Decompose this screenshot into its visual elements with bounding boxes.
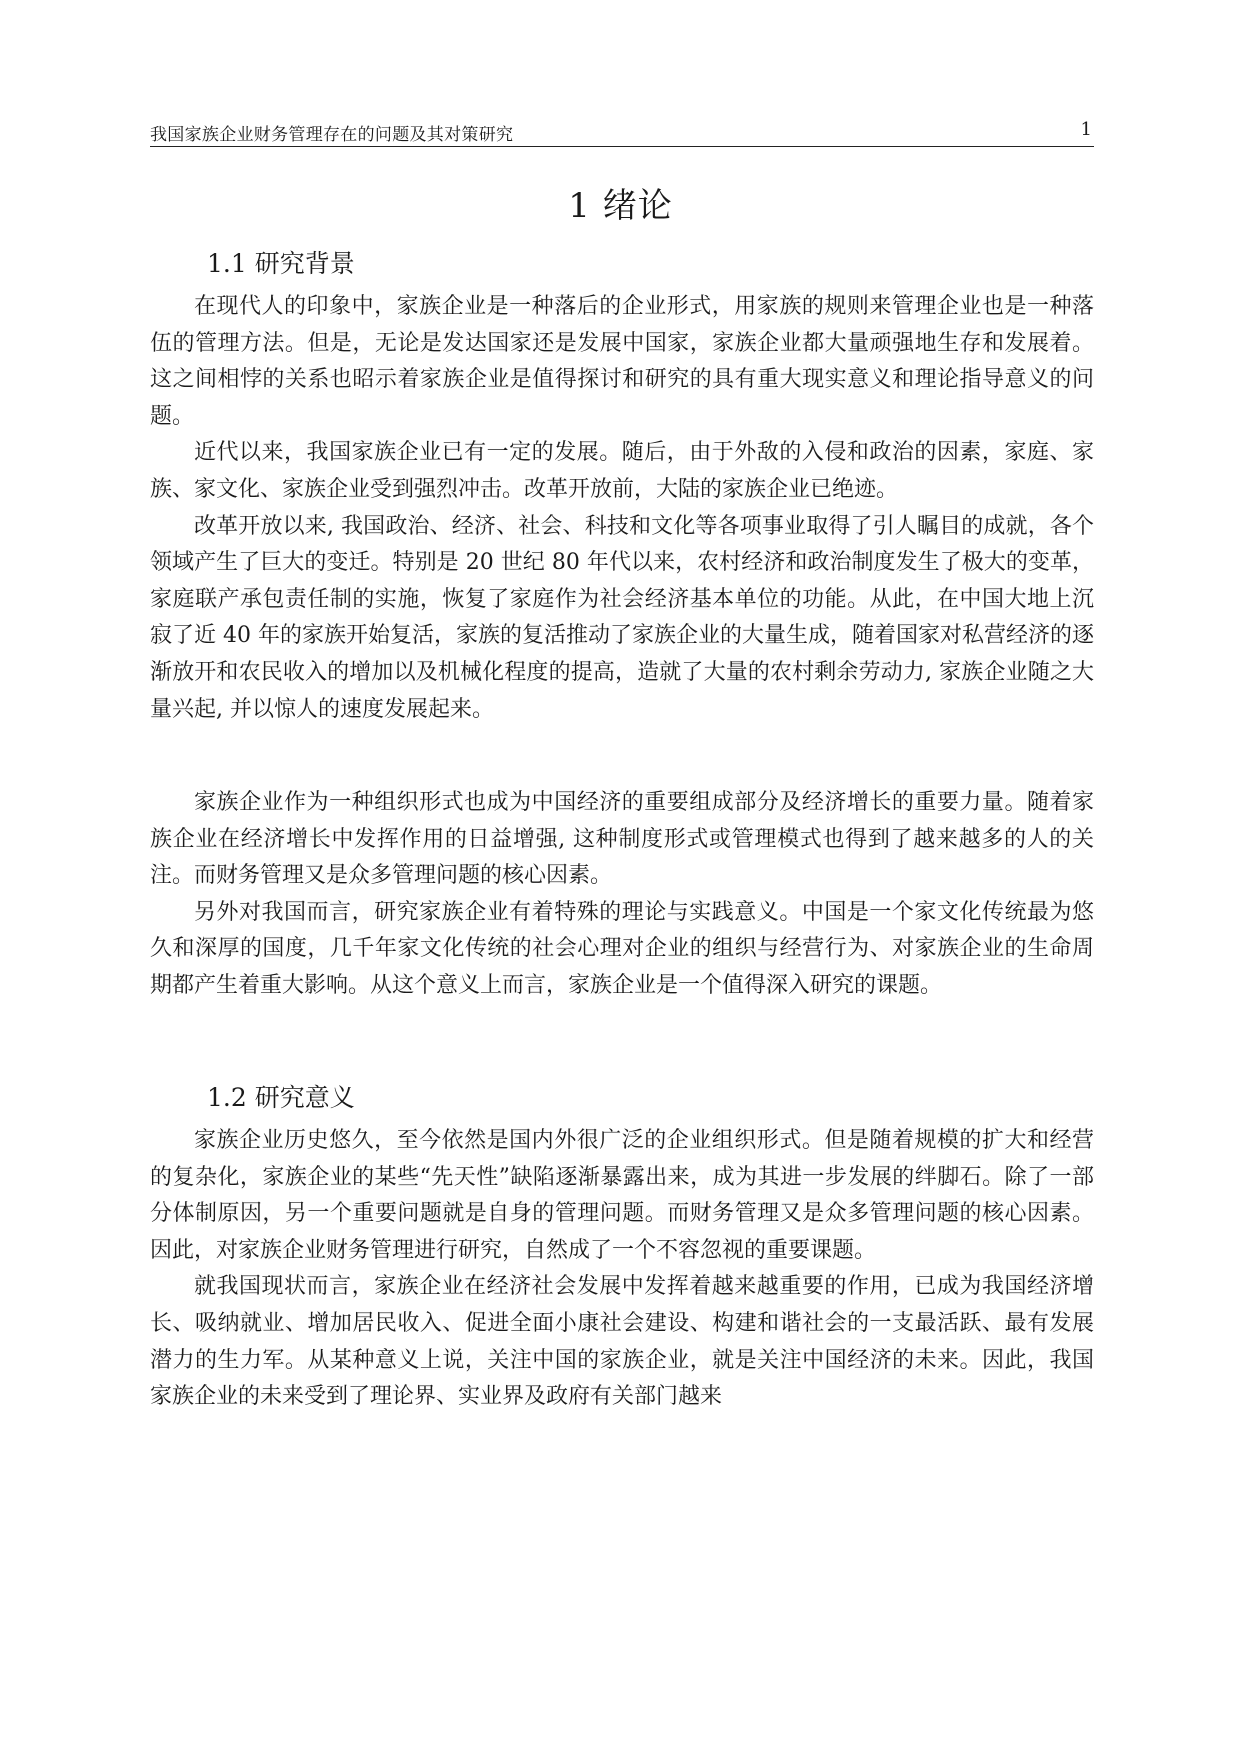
paragraph: 在现代人的印象中，家族企业是一种落后的企业形式，用家族的规则来管理企业也是一种落伍的管理方法。但是，无论是发达国家还是发展中国家，家族企业都大量顽强地生存和发展着。这之间相悖的关系也昭示着家族企业是值得探讨和研究的具有重大现实意义和理论指导意义的问题。	[150, 294, 1094, 429]
running-header	[150, 116, 1094, 147]
page-number: 1	[1080, 119, 1092, 140]
section-heading-significance: 1.2 研究意义	[207, 1083, 355, 1112]
paragraph: 另外对我国而言，研究家族企业有着特殊的理论与实践意义。中国是一个家文化传统最为悠久和深厚的国度，几千年家文化传统的社会心理对企业的组织与经营行为、对家族企业的生命周期都产生着重大影响。从这个意义上而言，家族企业是一个值得深入研究的课题。	[150, 899, 1094, 998]
paragraph: 近代以来，我国家族企业已有一定的发展。随后，由于外敌的入侵和政治的因素，家庭、家族、家文化、家族企业受到强烈冲击。改革开放前，大陆的家族企业已绝迹。	[150, 440, 1094, 502]
section-body-significance	[150, 1123, 1094, 1416]
section-heading-background: 1.1 研究背景	[207, 249, 355, 278]
chapter-title: 1 绪论	[568, 186, 673, 226]
section-body-background	[150, 289, 1094, 728]
paragraph: 家族企业作为一种组织形式也成为中国经济的重要组成部分及经济增长的重要力量。随着家族企业在经济增长中发挥作用的日益增强, 这种制度形式或管理模式也得到了越来越多的人的关注。而财务管理又是众多管理问题的核心因素。	[150, 790, 1094, 889]
section-body-background-continued	[150, 785, 1094, 1005]
paragraph: 家族企业历史悠久，至今依然是国内外很广泛的企业组织形式。但是随着规模的扩大和经营的复杂化，家族企业的某些“先天性”缺陷逐渐暴露出来，成为其进一步发展的绊脚石。除了一部分体制原因，另一个重要问题就是自身的管理问题。而财务管理又是众多管理问题的核心因素。因此，对家族企业财务管理进行研究，自然成了一个不容忽视的重要课题。	[150, 1128, 1094, 1263]
header-title: 我国家族企业财务管理存在的问题及其对策研究	[150, 125, 514, 145]
paragraph: 就我国现状而言，家族企业在经济社会发展中发挥着越来越重要的作用，已成为我国经济增长、吸纳就业、增加居民收入、促进全面小康社会建设、构建和谐社会的一支最活跃、最有发展潜力的生力军。从某种意义上说，关注中国的家族企业，就是关注中国经济的未来。因此，我国家族企业的未来受到了理论界、实业界及政府有关部门越来	[150, 1274, 1094, 1410]
paragraph: 改革开放以来, 我国政治、经济、社会、科技和文化等各项事业取得了引人瞩目的成就，各个领域产生了巨大的变迁。特别是 20 世纪 80 年代以来，农村经济和政治制度发生了极大的变革，家庭联产承包责任制的实施，恢复了家庭作为社会经济基本单位的功能。从此，在中国大地上沉寂了近 40 年的家族开始复活，家族的复活推动了家族企业的大量生成，随着国家对私营经济的逐渐放开和农民收入的增加以及机械化程度的提高，造就了大量的农村剩余劳动力, 家族企业随之大量兴起, 并以惊人的速度发展起来。	[150, 513, 1094, 722]
